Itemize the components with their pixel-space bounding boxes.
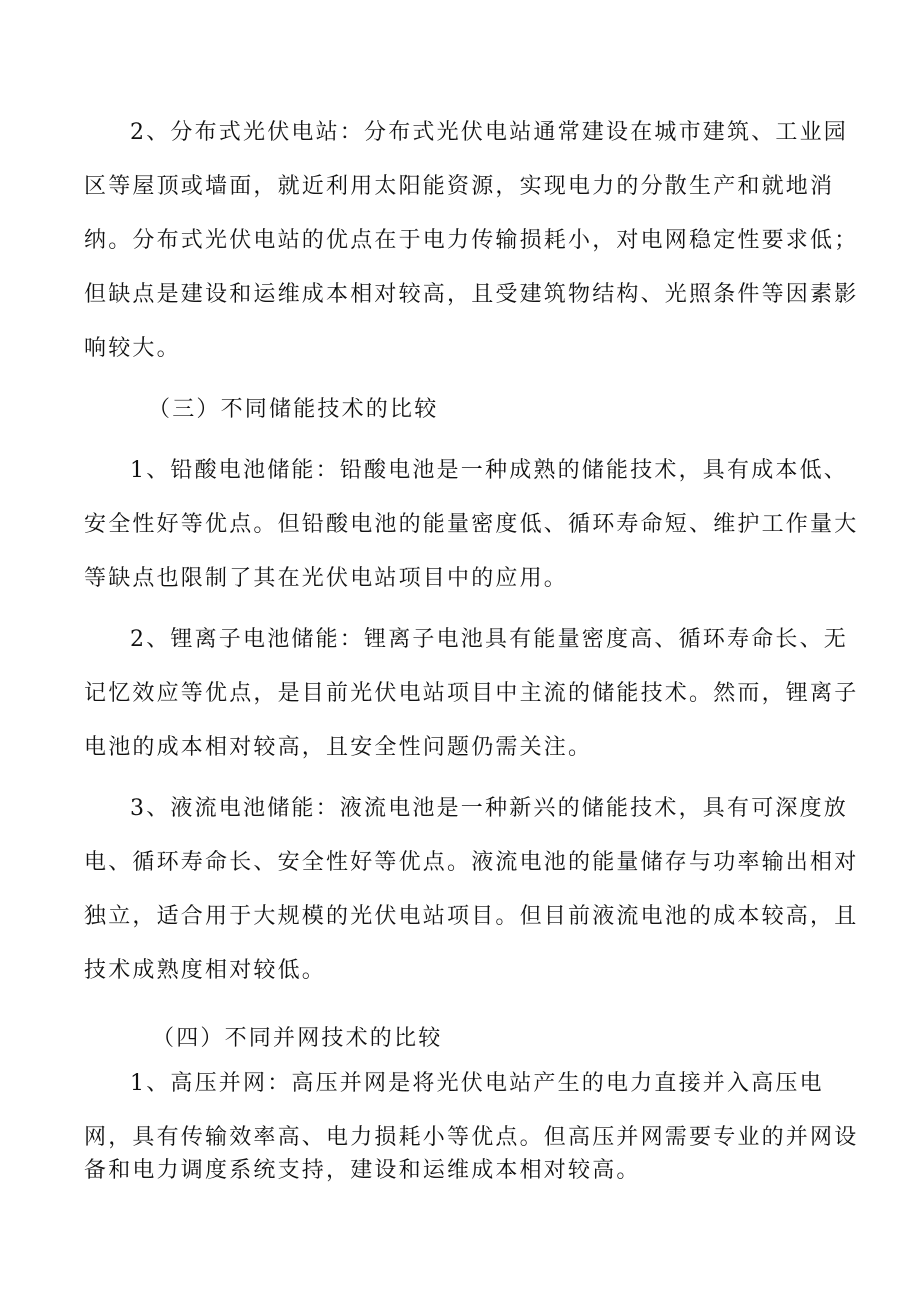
- section-heading: （三）不同储能技术的比较: [148, 397, 439, 422]
- paragraph-line: 2、锂离子电池储能：锂离子电池具有能量密度高、循环寿命长、无: [130, 627, 848, 652]
- paragraph-line: 记忆效应等优点，是目前光伏电站项目中主流的储能技术。然而，锂离子: [84, 681, 859, 706]
- section-heading: （四）不同并网技术的比较: [152, 1026, 443, 1051]
- paragraph-line: 3、液流电池储能：液流电池是一种新兴的储能技术，具有可深度放: [130, 796, 848, 821]
- paragraph-line: 1、铅酸电池储能：铅酸电池是一种成熟的储能技术，具有成本低、: [130, 458, 848, 483]
- paragraph-line: 区等屋顶或墙面，就近利用太阳能资源，实现电力的分散生产和就地消: [84, 174, 835, 199]
- paragraph-line: 技术成熟度相对较低。: [84, 958, 327, 983]
- paragraph-line: 独立，适合用于大规模的光伏电站项目。但目前液流电池的成本较高，且: [84, 904, 859, 929]
- paragraph-line: 2、分布式光伏电站：分布式光伏电站通常建设在城市建筑、工业园: [130, 120, 848, 145]
- paragraph-line: 安全性好等优点。但铅酸电池的能量密度低、循环寿命短、维护工作量大: [84, 512, 859, 537]
- paragraph-line: 响较大。: [84, 336, 181, 361]
- paragraph-line: 备和电力调度系统支持，建设和运维成本相对较高。: [84, 1158, 641, 1183]
- paragraph-line: 但缺点是建设和运维成本相对较高，且受建筑物结构、光照条件等因素影: [84, 282, 859, 307]
- paragraph-line: 网，具有传输效率高、电力损耗小等优点。但高压并网需要专业的并网设: [84, 1125, 859, 1150]
- paragraph-line: 纳。分布式光伏电站的优点在于电力传输损耗小，对电网稳定性要求低；: [84, 228, 859, 253]
- paragraph-line: 电池的成本相对较高，且安全性问题仍需关注。: [84, 735, 593, 760]
- paragraph-line: 电、循环寿命长、安全性好等优点。液流电池的能量储存与功率输出相对: [84, 850, 859, 875]
- paragraph-line: 1、高压并网：高压并网是将光伏电站产生的电力直接并入高压电: [130, 1071, 824, 1096]
- paragraph-line: 等缺点也限制了其在光伏电站项目中的应用。: [84, 566, 569, 591]
